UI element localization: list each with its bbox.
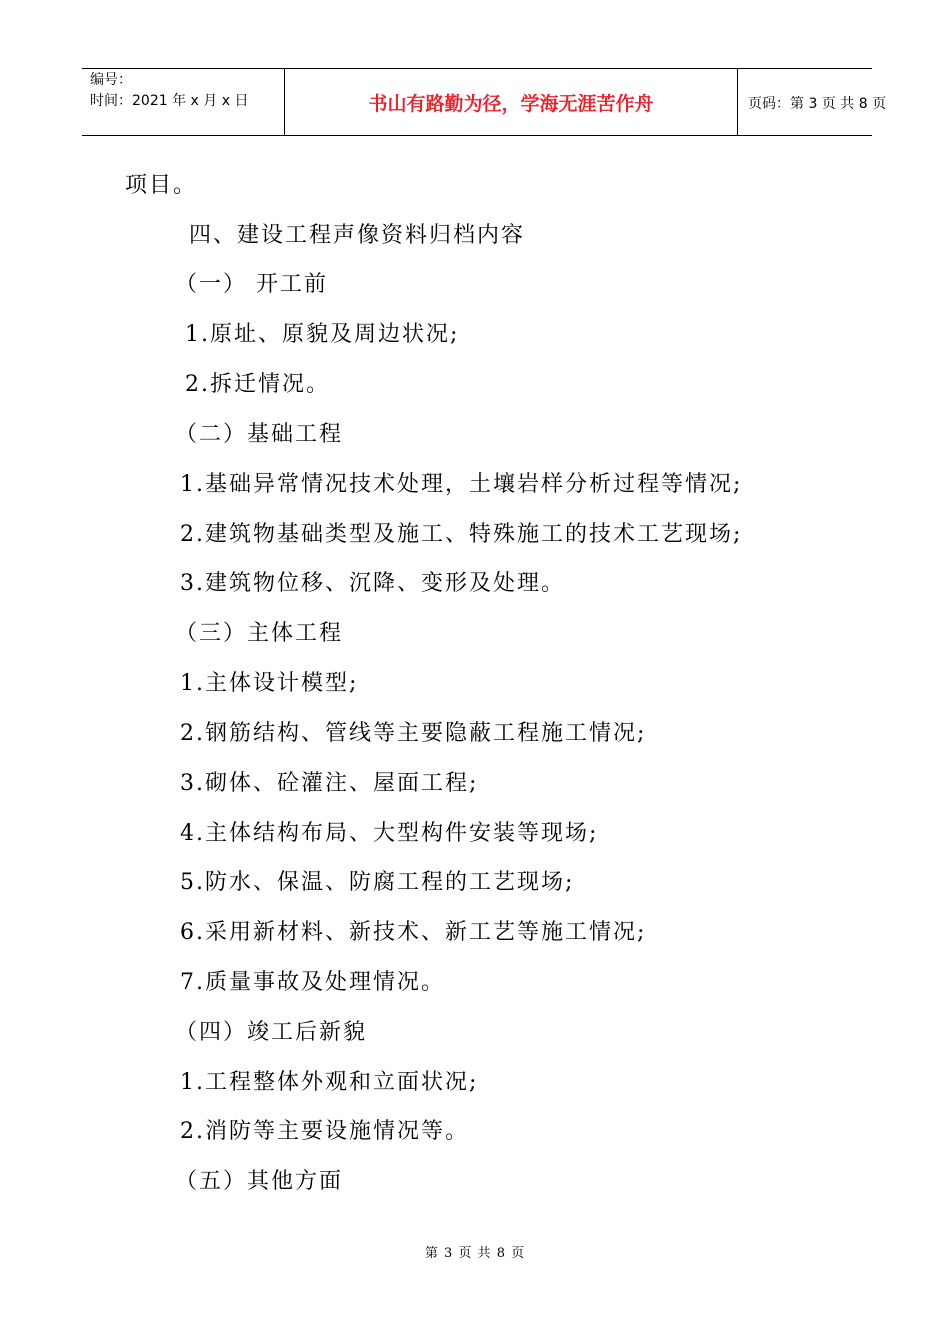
list-item: 1.基础异常情况技术处理，土壤岩样分析过程等情况; xyxy=(180,472,743,497)
list-item: 7.质量事故及处理情况。 xyxy=(180,970,445,995)
subsection-heading: （三）主体工程 xyxy=(175,621,344,646)
header-page-code: 页码：第 3 页 共 8 页 xyxy=(748,96,887,112)
list-item: 4.主体结构布局、大型构件安装等现场; xyxy=(180,821,599,846)
header-meta-cell xyxy=(82,69,285,135)
subsection-heading: （一） 开工前 xyxy=(175,272,328,297)
subsection-heading: （二）基础工程 xyxy=(175,422,344,447)
section-heading: 四、建设工程声像资料归档内容 xyxy=(189,223,526,248)
list-item: 1.主体设计模型; xyxy=(180,671,359,696)
list-item: 1.工程整体外观和立面状况; xyxy=(180,1070,479,1095)
list-item: 6.采用新材料、新技术、新工艺等施工情况; xyxy=(180,920,647,945)
list-item: 2.消防等主要设施情况等。 xyxy=(180,1119,469,1144)
document-date-label: 时间：2021 年 x 月 x 日 xyxy=(90,93,249,109)
header-motto-cell xyxy=(285,69,738,135)
document-number-label: 编号： xyxy=(90,72,132,88)
subsection-heading: （四）竣工后新貌 xyxy=(175,1020,368,1045)
list-item: 2.建筑物基础类型及施工、特殊施工的技术工艺现场; xyxy=(180,522,743,547)
list-item: 3.砌体、砼灌注、屋面工程; xyxy=(180,771,479,796)
list-item: 3.建筑物位移、沉降、变形及处理。 xyxy=(180,571,565,596)
header-page-cell xyxy=(738,69,887,135)
list-item: 2.拆迁情况。 xyxy=(185,372,330,397)
page-footer: 第 3 页 共 8 页 xyxy=(424,1246,526,1261)
list-item: 5.防水、保温、防腐工程的工艺现场; xyxy=(180,870,575,895)
body-line: 项目。 xyxy=(125,173,198,198)
subsection-heading: （五）其他方面 xyxy=(175,1169,344,1194)
list-item: 1.原址、原貌及周边状况; xyxy=(185,322,460,347)
header-motto: 书山有路勤为径，学海无涯苦作舟 xyxy=(368,93,654,115)
page-header xyxy=(82,68,887,136)
list-item: 2.钢筋结构、管线等主要隐蔽工程施工情况; xyxy=(180,721,647,746)
